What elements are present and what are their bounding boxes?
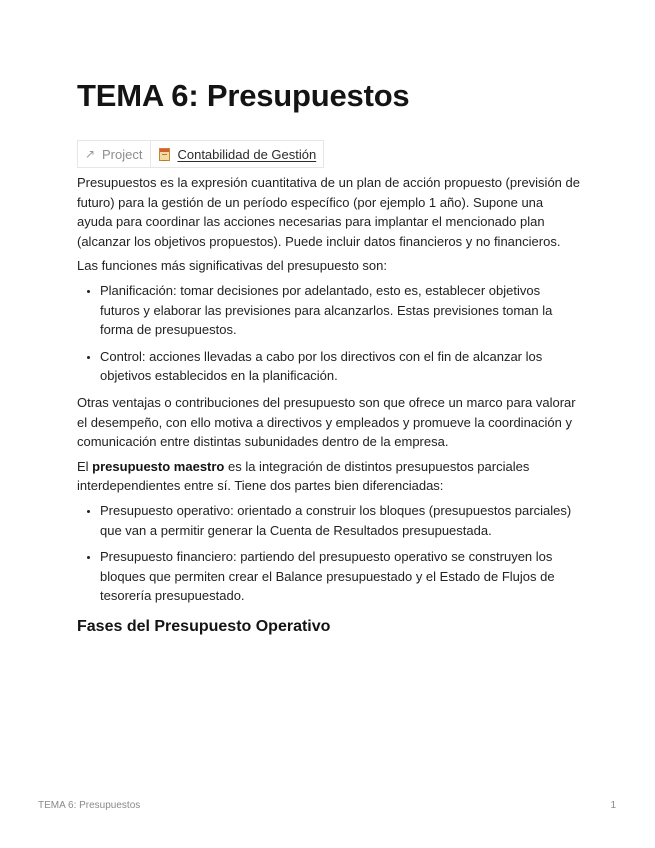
master-budget-suffix: es la integración de distintos presupuestos parciales interdependientes entre sí. Tiene dos partes bien diferenciadas: bbox=[77, 458, 530, 494]
budget-parts-list bbox=[77, 501, 582, 606]
functions-intro: Las funciones más significativas del presupuesto son: bbox=[77, 258, 388, 274]
page-number: 1 bbox=[610, 800, 616, 811]
list-item: • Planificación: tomar decisiones por adelantado, esto es, establecer objetivos futuros y elaborar las previsiones para alcanzarlos. Estas previsiones toman la forma de presupuestos. bbox=[100, 281, 582, 340]
list-item: • Presupuesto financiero: partiendo del presupuesto operativo se construyen los bloques que permiten crear el Balance presupuestado y el Estado de Flujos de tesorería presupuestado. bbox=[100, 547, 582, 606]
advantages-paragraph: Otras ventajas o contribuciones del presupuesto son que ofrece un marco para valorar el desempeño, con ello motiva a directivos y empleados y promueve la coordinación y comunicación entre distintas subunidades dentro de la empresa. bbox=[77, 394, 576, 450]
property-name-cell bbox=[78, 141, 151, 167]
functions-list bbox=[77, 281, 582, 386]
intro-paragraph: Presupuestos es la expresión cuantitativa de un plan de acción propuesto (previsión de futuro) para la gestión de un período específico (por ejemplo 1 año). Supone una ayuda para coordinar las acciones necesarias para implantar el mencionado plan (alcanzar los objetivos propuestos). Puede incluir datos financieros y no financieros. bbox=[77, 175, 580, 249]
property-name: Project bbox=[102, 146, 143, 162]
list-item: • Control: acciones llevadas a cabo por los directivos con el fin de alcanzar los objetivos establecidos en la planificación. bbox=[100, 347, 582, 386]
master-budget-paragraph bbox=[77, 457, 582, 496]
document-body bbox=[77, 173, 582, 636]
ledger-icon bbox=[159, 148, 170, 161]
section-heading: Fases del Presupuesto Operativo bbox=[77, 617, 331, 635]
project-property-row bbox=[77, 140, 324, 168]
footer-title: TEMA 6: Presupuestos bbox=[38, 800, 141, 811]
master-budget-term: presupuesto maestro bbox=[92, 458, 225, 474]
master-budget-prefix: El bbox=[77, 458, 93, 474]
property-value-cell[interactable] bbox=[151, 141, 323, 167]
project-link[interactable]: Contabilidad de Gestión bbox=[177, 146, 317, 162]
page-title: TEMA 6: Presupuestos bbox=[77, 78, 410, 113]
arrow-up-right-icon: ↗ bbox=[85, 147, 96, 161]
list-item: • Presupuesto operativo: orientado a construir los bloques (presupuestos parciales) que van a permitir generar la Cuenta de Resultados presupuestada. bbox=[100, 501, 582, 540]
